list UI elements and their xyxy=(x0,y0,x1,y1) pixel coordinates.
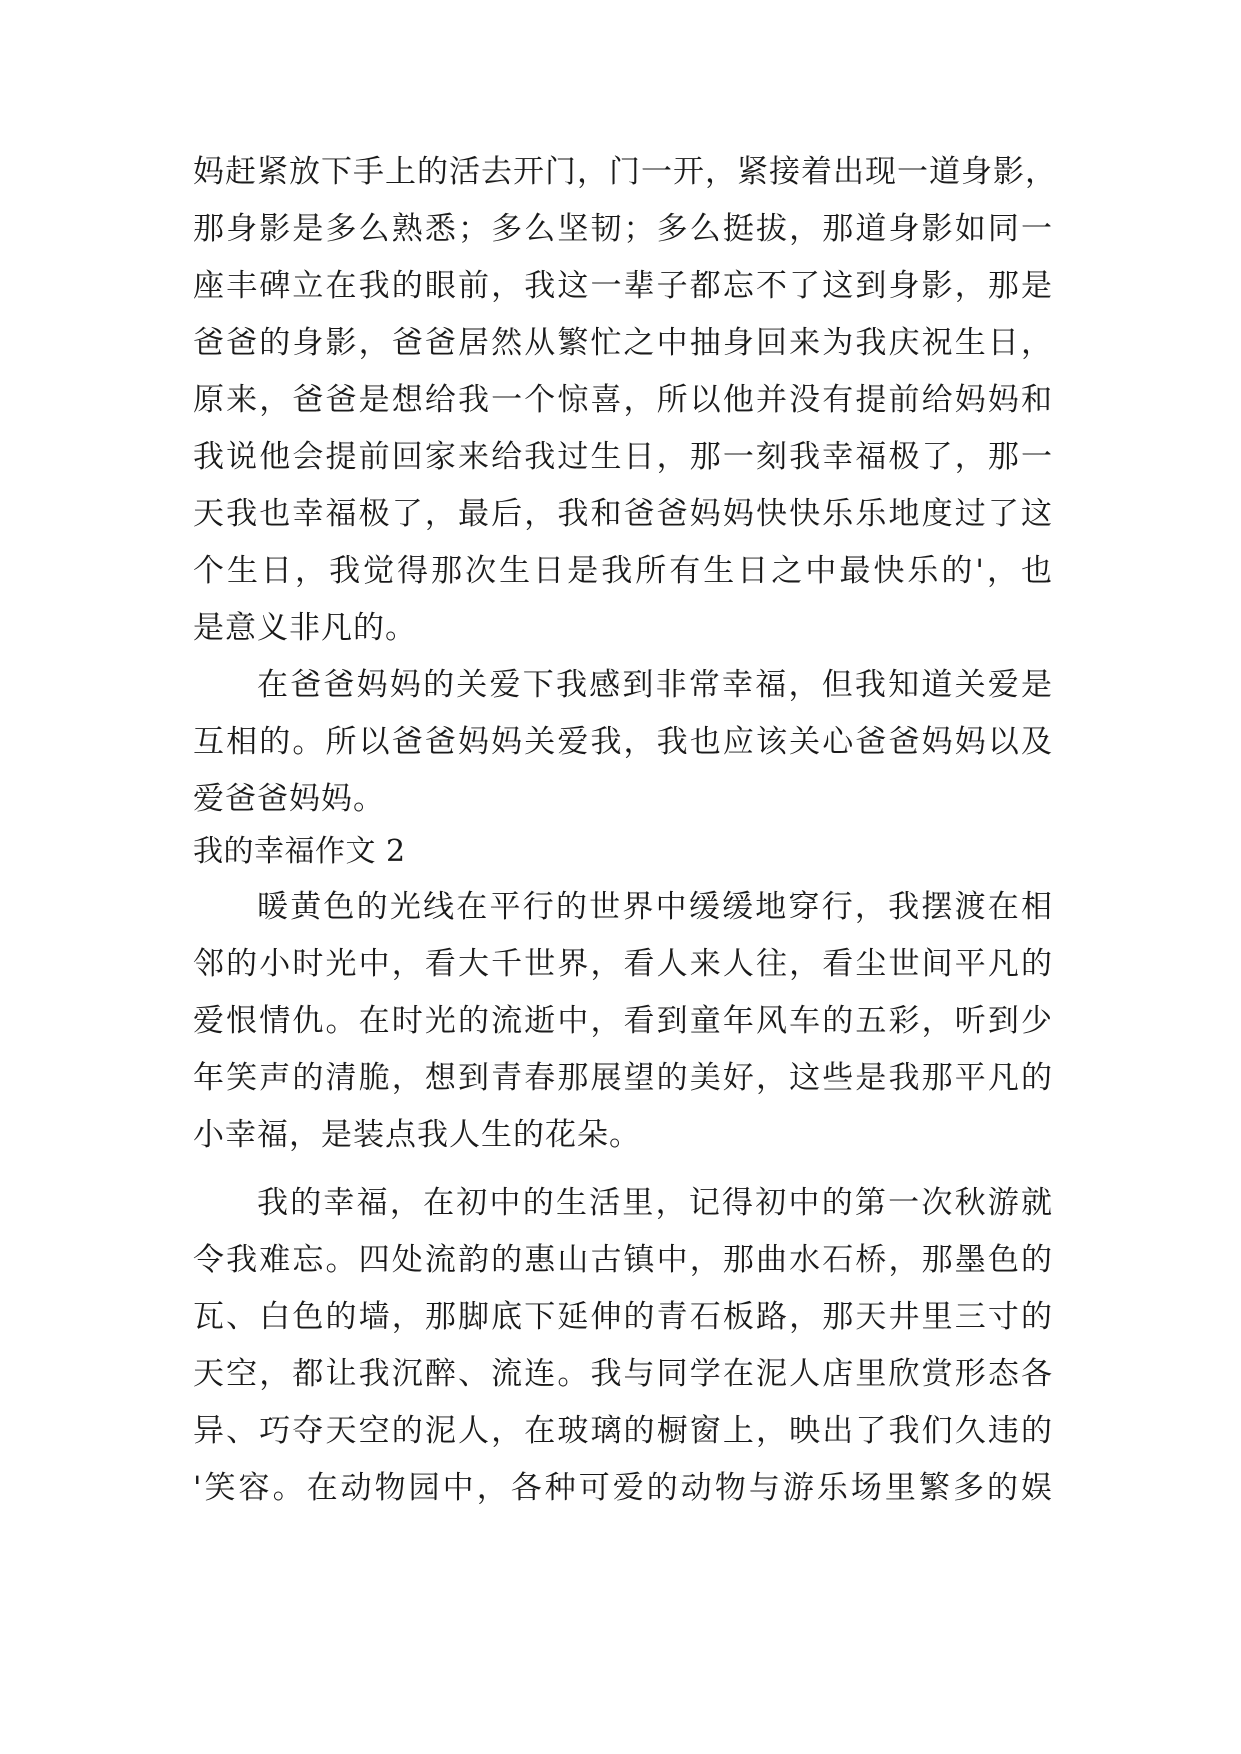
paragraph-3-line-3: 爱恨情仇。在时光的流逝中，看到童年风车的五彩，听到少 xyxy=(193,1003,1053,1039)
paragraph-1-line-4: 爸爸的身影，爸爸居然从繁忙之中抽身回来为我庆祝生日， xyxy=(193,325,1053,361)
paragraph-4-line-3: 瓦、白色的墙，那脚底下延伸的青石板路，那天井里三寸的 xyxy=(193,1299,1053,1335)
paragraph-1-line-8: 个生日，我觉得那次生日是我所有生日之中最快乐的'，也 xyxy=(193,553,1053,589)
paragraph-1-line-9: 是意义非凡的。 xyxy=(193,610,417,646)
paragraph-2-line-1: 在爸爸妈妈的关爱下我感到非常幸福，但我知道关爱是 xyxy=(257,667,1053,703)
paragraph-4-line-6: '笑容。在动物园中，各种可爱的动物与游乐场里繁多的娱 xyxy=(193,1470,1053,1506)
paragraph-1-line-2: 那身影是多么熟悉；多么坚韧；多么挺拔，那道身影如同一 xyxy=(193,211,1053,247)
paragraph-3-line-1: 暖黄色的光线在平行的世界中缓缓地穿行，我摆渡在相 xyxy=(257,889,1053,925)
paragraph-3-line-4: 年笑声的清脆，想到青春那展望的美好，这些是我那平凡的 xyxy=(193,1060,1053,1096)
paragraph-1-line-6: 我说他会提前回家来给我过生日，那一刻我幸福极了，那一 xyxy=(193,439,1053,475)
paragraph-1-line-7: 天我也幸福极了，最后，我和爸爸妈妈快快乐乐地度过了这 xyxy=(193,496,1053,532)
paragraph-2-line-3: 爱爸爸妈妈。 xyxy=(193,781,385,817)
paragraph-2-line-2: 互相的。所以爸爸妈妈关爱我，我也应该关心爸爸妈妈以及 xyxy=(193,724,1053,760)
paragraph-4-line-1: 我的幸福，在初中的生活里，记得初中的第一次秋游就 xyxy=(257,1185,1053,1221)
paragraph-4-line-5: 异、巧夺天空的泥人，在玻璃的橱窗上，映出了我们久违的 xyxy=(193,1413,1053,1449)
paragraph-3-line-5: 小幸福，是装点我人生的花朵。 xyxy=(193,1117,641,1153)
paragraph-3-line-2: 邻的小时光中，看大千世界，看人来人往，看尘世间平凡的 xyxy=(193,946,1053,982)
paragraph-1-line-1: 妈赶紧放下手上的活去开门，门一开，紧接着出现一道身影， xyxy=(193,154,1057,190)
paragraph-1-line-3: 座丰碑立在我的眼前，我这一辈子都忘不了这到身影，那是 xyxy=(193,268,1053,304)
paragraph-1-line-5: 原来，爸爸是想给我一个惊喜，所以他并没有提前给妈妈和 xyxy=(193,382,1053,418)
section-heading: 我的幸福作文 2 xyxy=(193,834,406,869)
paragraph-4-line-4: 天空，都让我沉醉、流连。我与同学在泥人店里欣赏形态各 xyxy=(193,1356,1053,1392)
paragraph-4-line-2: 令我难忘。四处流韵的惠山古镇中，那曲水石桥，那墨色的 xyxy=(193,1242,1053,1278)
